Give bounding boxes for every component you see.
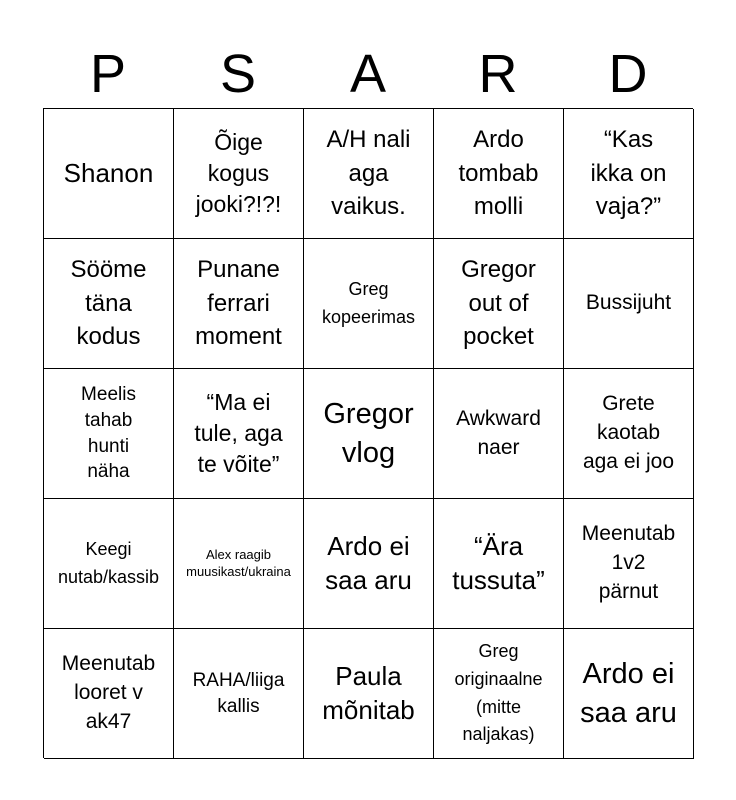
bingo-cell-r4c4[interactable]: “Ära tussuta” [434, 499, 564, 629]
bingo-cell-r3c1[interactable]: Meelis tahab hunti näha [44, 369, 174, 499]
bingo-board [43, 108, 693, 758]
bingo-cell-r5c5[interactable]: Ardo ei saa aru [564, 629, 694, 759]
bingo-cell-r5c3[interactable]: Paula mõnitab [304, 629, 434, 759]
bingo-header [43, 40, 693, 108]
header-letter-s: S [219, 44, 257, 104]
bingo-cell-r3c2[interactable]: “Ma ei tule, aga te võite” [174, 369, 304, 499]
bingo-cell-r2c5[interactable]: Bussijuht [564, 239, 694, 369]
bingo-cell-r5c4[interactable]: Greg originaalne (mitte naljakas) [434, 629, 564, 759]
bingo-cell-r4c2[interactable]: Alex raagib muusikast/ukraina [174, 499, 304, 629]
bingo-cell-r3c3[interactable]: Gregor vlog [304, 369, 434, 499]
bingo-cell-r1c3[interactable]: A/H nali aga vaikus. [304, 109, 434, 239]
bingo-cell-r1c5[interactable]: “Kas ikka on vaja?” [564, 109, 694, 239]
bingo-cell-r3c4[interactable]: Awkward naer [434, 369, 564, 499]
bingo-cell-r5c2[interactable]: RAHA/liiga kallis [174, 629, 304, 759]
header-letter-d: D [608, 44, 648, 104]
bingo-cell-r1c1[interactable]: Shanon [44, 109, 174, 239]
header-letter-p: P [89, 44, 127, 104]
bingo-cell-r1c4[interactable]: Ardo tombab molli [434, 109, 564, 239]
bingo-cell-r4c5[interactable]: Meenutab 1v2 pärnut [564, 499, 694, 629]
header-letter-a: A [349, 44, 387, 104]
bingo-cell-r2c3[interactable]: Greg kopeerimas [304, 239, 434, 369]
bingo-cell-r3c5[interactable]: Grete kaotab aga ei joo [564, 369, 694, 499]
header-letter-r: R [478, 44, 518, 104]
bingo-cell-r5c1[interactable]: Meenutab looret v ak47 [44, 629, 174, 759]
bingo-cell-r2c4[interactable]: Gregor out of pocket [434, 239, 564, 369]
bingo-cell-r4c1[interactable]: Keegi nutab/kassib [44, 499, 174, 629]
bingo-cell-r2c2[interactable]: Punane ferrari moment [174, 239, 304, 369]
bingo-cell-r1c2[interactable]: Õige kogus jooki?!?! [174, 109, 304, 239]
bingo-cell-r2c1[interactable]: Sööme täna kodus [44, 239, 174, 369]
bingo-cell-r4c3[interactable]: Ardo ei saa aru [304, 499, 434, 629]
